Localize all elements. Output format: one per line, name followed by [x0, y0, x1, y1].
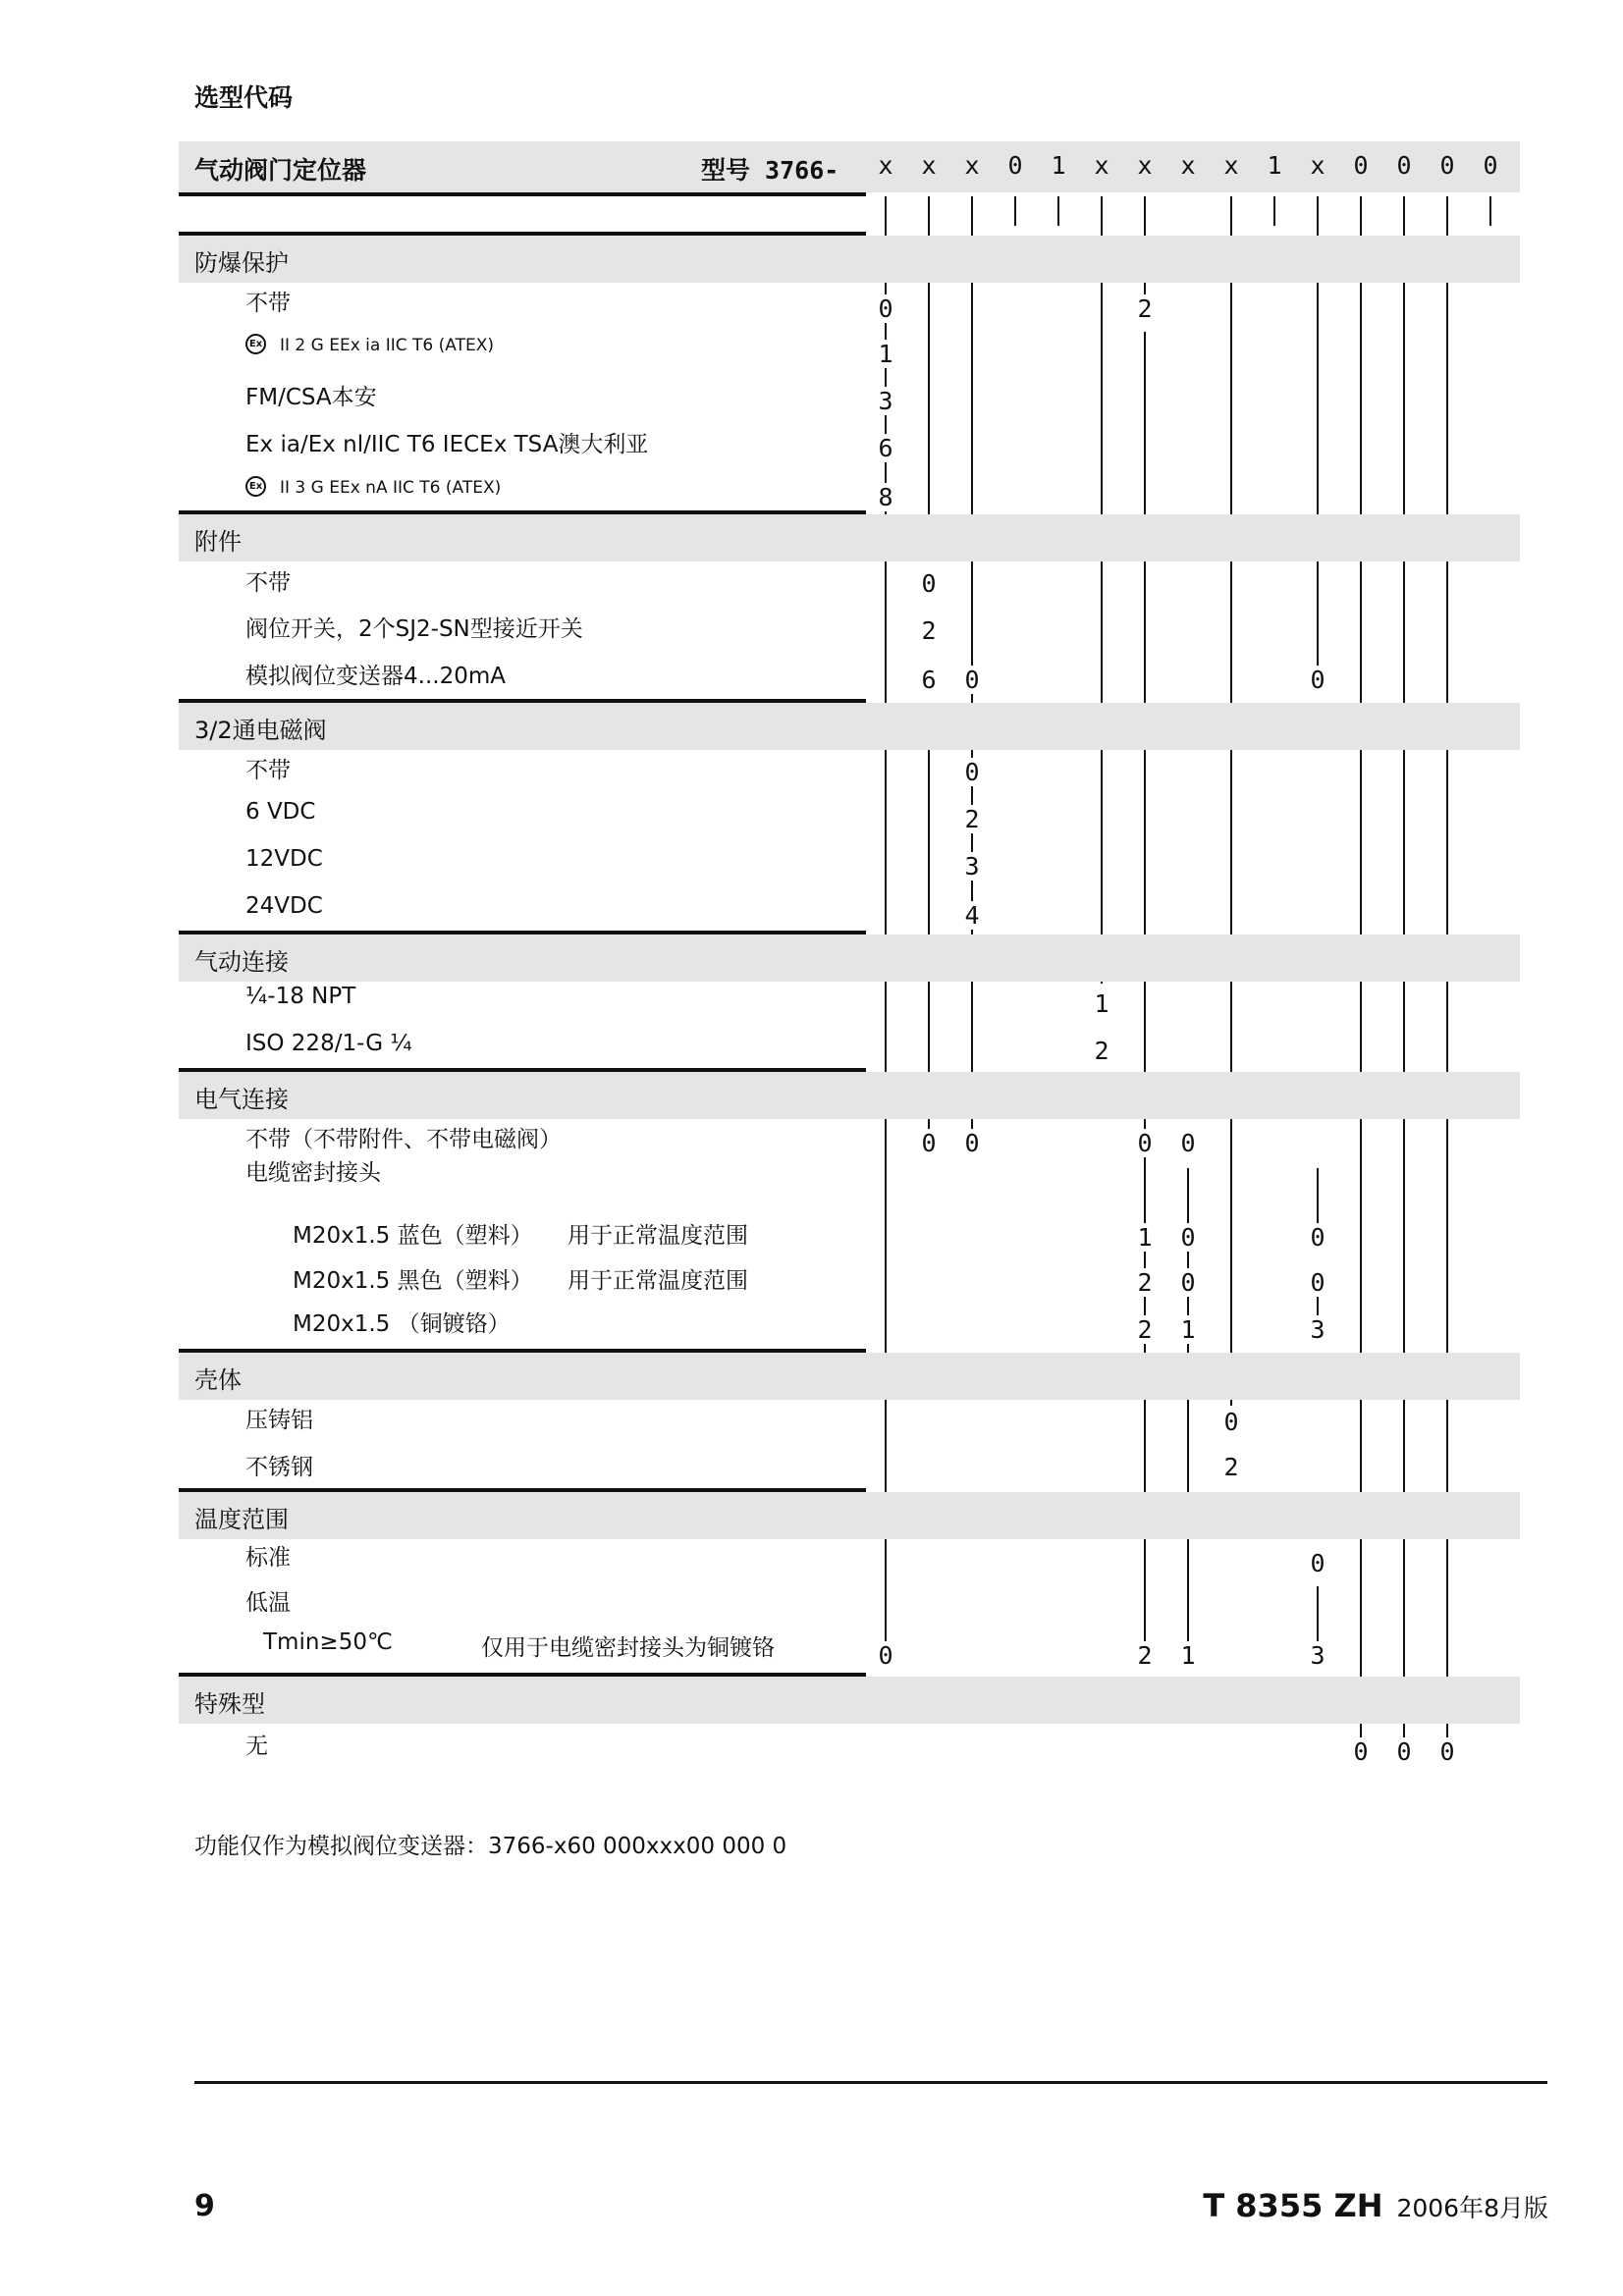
ex-icon: Ex — [245, 334, 266, 354]
option-label: Ex ia/Ex nl/IIC T6 IECEx TSA澳大利亚 — [245, 432, 649, 457]
code-char: x — [1137, 151, 1153, 180]
section-band — [179, 1492, 1520, 1539]
option-label: 电缆密封接头 — [245, 1160, 381, 1186]
option-label: 不带（不带附件、不带电磁阀） — [245, 1127, 562, 1152]
code-value: 0 — [1303, 1223, 1332, 1252]
code-value: 2 — [1087, 1037, 1116, 1065]
connector-line — [1230, 196, 1232, 1406]
footer-right — [1203, 2187, 1548, 2224]
code-value: 3 — [957, 852, 987, 881]
connector-line — [971, 196, 973, 1129]
edition: 2006年8月版 — [1396, 2194, 1548, 2222]
code-value: 0 — [1303, 666, 1332, 694]
code-value: 0 — [957, 758, 987, 786]
option-note: 用于正常温度范围 — [568, 1268, 748, 1294]
option-label: M20x1.5 （铜镀铬） — [293, 1311, 511, 1337]
code-char: 0 — [1439, 151, 1455, 180]
option-label: ¼-18 NPT — [245, 984, 356, 1009]
option-label: 6 VDC — [245, 799, 316, 825]
option-label: Ex II 3 G EEx nA IIC T6 (ATEX) — [245, 473, 501, 499]
code-value: 0 — [871, 294, 900, 323]
option-label: 不带 — [245, 758, 291, 783]
code-char: x — [921, 151, 937, 180]
option-label: ISO 228/1-G ¼ — [245, 1031, 412, 1056]
option-label: 不带 — [245, 291, 291, 316]
code-value: 0 — [1130, 1129, 1160, 1157]
product-title: 气动阀门定位器 — [194, 156, 367, 185]
connector-line — [1014, 196, 1016, 226]
section-title: 附件 — [194, 528, 242, 556]
code-value: 0 — [1173, 1129, 1203, 1157]
code-value: 0 — [1173, 1223, 1203, 1252]
code-value: 0 — [957, 1129, 987, 1157]
code-char: 1 — [1267, 151, 1282, 180]
option-label: M20x1.5 蓝色（塑料） — [293, 1223, 533, 1249]
section-title: 3/2通电磁阀 — [194, 717, 327, 744]
option-note: 仅用于电缆密封接头为铜镀铬 — [481, 1635, 775, 1661]
code-value: 2 — [1130, 1641, 1160, 1670]
code-char: x — [1310, 151, 1325, 180]
section-band — [179, 1072, 1520, 1119]
section-title: 防爆保护 — [194, 249, 289, 277]
connector-line — [1101, 196, 1103, 984]
code-value: 2 — [1130, 1268, 1160, 1297]
code-value: 2 — [957, 805, 987, 833]
section-band — [179, 514, 1520, 561]
code-value: 0 — [1389, 1737, 1419, 1766]
code-value: 0 — [1303, 1268, 1332, 1297]
code-char: x — [1180, 151, 1196, 180]
option-label: 压铸铝 — [245, 1408, 313, 1433]
code-char: 0 — [1483, 151, 1498, 180]
section-title: 壳体 — [194, 1366, 242, 1394]
code-value: 0 — [1217, 1408, 1246, 1436]
section-title: 温度范围 — [194, 1506, 289, 1533]
footer-rule — [194, 2081, 1547, 2084]
code-char: 1 — [1051, 151, 1066, 180]
option-label: 阀位开关，2个SJ2-SN型接近开关 — [245, 616, 583, 642]
option-label: 24VDC — [245, 893, 323, 919]
code-value: 3 — [1303, 1641, 1332, 1670]
code-value: 3 — [871, 387, 900, 415]
option-label: 12VDC — [245, 846, 323, 872]
code-char: 0 — [1353, 151, 1369, 180]
code-value: 0 — [1303, 1549, 1332, 1577]
code-value: 2 — [914, 616, 944, 645]
code-char: x — [1094, 151, 1109, 180]
code-value: 0 — [914, 569, 944, 598]
connector-line — [1057, 196, 1059, 226]
code-value: 0 — [914, 1129, 944, 1157]
code-value: 1 — [1130, 1223, 1160, 1252]
code-value: 3 — [1303, 1315, 1332, 1344]
header-rule — [179, 192, 866, 196]
option-label: 不带 — [245, 570, 291, 596]
option-label: M20x1.5 黑色（塑料） — [293, 1268, 533, 1294]
code-value: 1 — [1173, 1641, 1203, 1670]
code-value: 6 — [871, 434, 900, 462]
code-char: 0 — [1396, 151, 1412, 180]
code-value: 1 — [871, 340, 900, 368]
section-band — [179, 236, 1520, 283]
doc-code: T 8355 ZH — [1203, 2187, 1383, 2224]
code-value: 0 — [1346, 1737, 1376, 1766]
option-note: 用于正常温度范围 — [568, 1223, 748, 1249]
section-band — [179, 703, 1520, 750]
code-value: 8 — [871, 483, 900, 511]
code-char: x — [1223, 151, 1239, 180]
ex-icon: Ex — [245, 476, 266, 497]
code-char: x — [964, 151, 980, 180]
page-number: 9 — [194, 2189, 215, 2223]
code-value: 2 — [1130, 1315, 1160, 1344]
option-label: FM/CSA本安 — [245, 385, 377, 410]
option-label: 低温 — [245, 1590, 291, 1616]
option-label: 标准 — [245, 1545, 291, 1571]
code-value: 2 — [1217, 1453, 1246, 1481]
footnote: 功能仅作为模拟阀位变送器：3766-x60 000xxx00 000 0 — [194, 1834, 787, 1859]
connector-line — [1489, 196, 1491, 226]
section-title: 特殊型 — [194, 1690, 265, 1718]
section-band — [179, 1677, 1520, 1724]
option-label: 无 — [245, 1734, 268, 1759]
code-value: 2 — [1130, 294, 1160, 323]
connector-line — [928, 709, 930, 1129]
code-value: 0 — [871, 1641, 900, 1670]
option-label: 不锈钢 — [245, 1455, 313, 1480]
code-value: 1 — [1173, 1315, 1203, 1344]
code-value: 6 — [914, 666, 944, 694]
connector-line — [1317, 1586, 1319, 1641]
code-value: 4 — [957, 901, 987, 930]
connector-line — [1273, 196, 1275, 226]
section-title: 气动连接 — [194, 948, 289, 976]
option-label: Ex II 2 G EEx ia IIC T6 (ATEX) — [245, 331, 494, 356]
code-char: 0 — [1007, 151, 1023, 180]
section-title: 电气连接 — [194, 1086, 289, 1113]
option-label: Tmin≥50℃ — [263, 1629, 393, 1655]
code-value: 0 — [957, 666, 987, 694]
option-label: 模拟阀位变送器4...20mA — [245, 664, 506, 689]
code-char: x — [878, 151, 893, 180]
section-band — [179, 934, 1520, 982]
section-band — [179, 1353, 1520, 1400]
code-value: 1 — [1087, 989, 1116, 1018]
page-title: 选型代码 — [194, 83, 294, 112]
model-label: 型号 3766- — [701, 156, 839, 185]
code-value: 0 — [1173, 1268, 1203, 1297]
code-value: 0 — [1433, 1737, 1462, 1766]
